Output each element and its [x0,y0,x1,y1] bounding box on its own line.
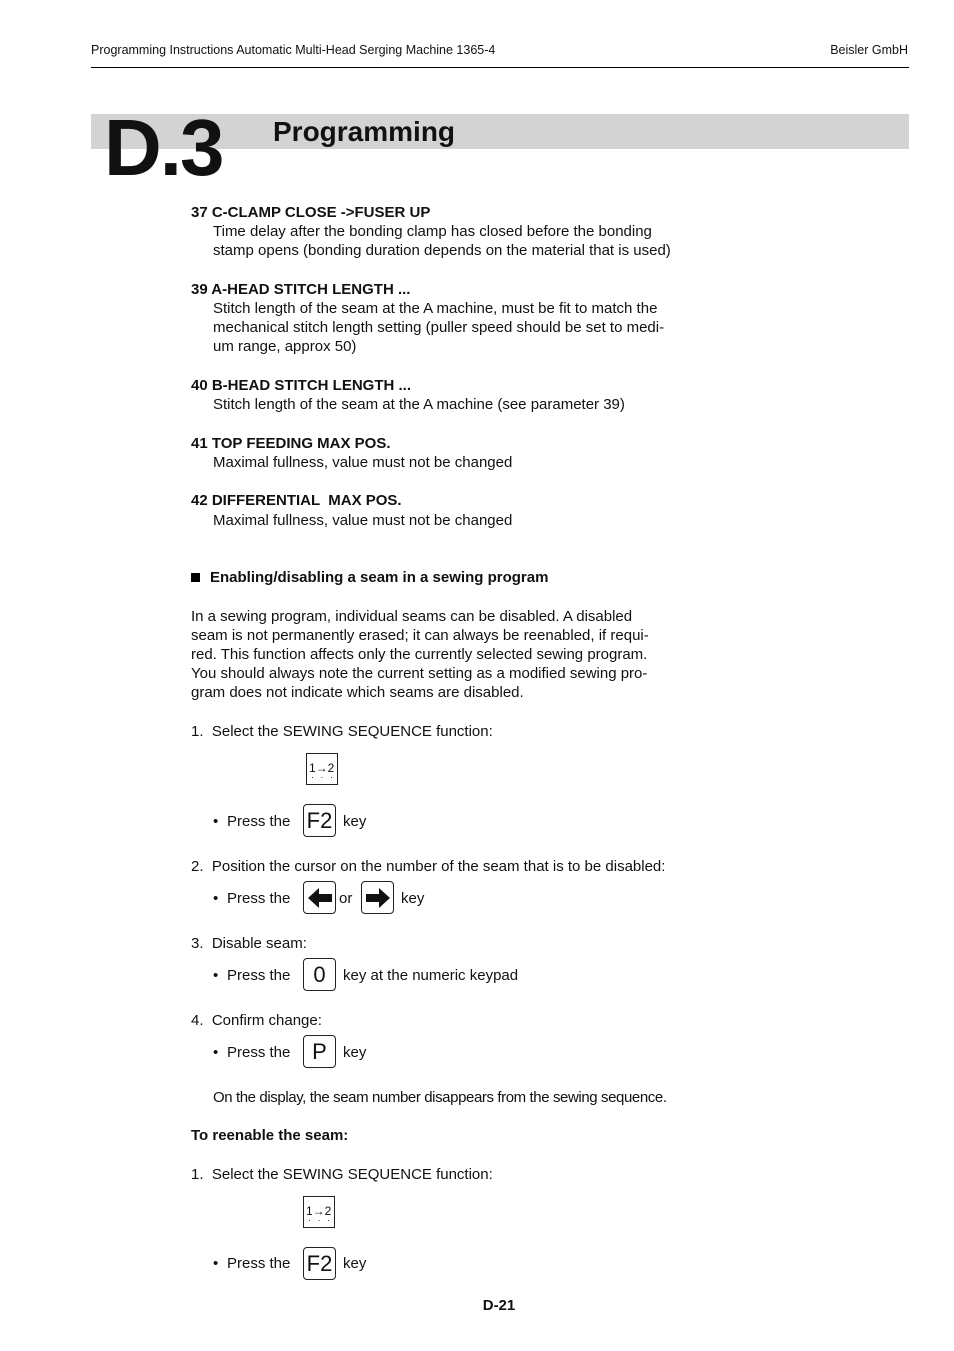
sewing-sequence-icon-label: 1→2 [306,1204,332,1218]
param-37-title: 37 C-CLAMP CLOSE ->FUSER UP [191,204,431,221]
step-3: 3. Disable seam: [191,935,307,952]
key-text: key [401,890,425,907]
intro-line: You should always note the current setting as a modified sewing pro- [191,665,648,682]
key-text: key [343,1255,367,1272]
param-40-title: 40 B-HEAD STITCH LENGTH ... [191,377,412,394]
sewing-sequence-icon [306,753,338,785]
param-41-title: 41 TOP FEEDING MAX POS. [191,435,391,452]
sewing-sequence-icon [303,1196,335,1228]
bullet-dot: • [213,890,219,907]
key-numeric-text: key at the numeric keypad [343,967,519,984]
sewing-sequence-icon-dots: · · · [308,1215,332,1225]
f2-key: F2 [303,1247,336,1280]
press-the-text: Press the [227,813,291,830]
param-42-desc-line: Maximal fullness, value must not be changed [213,512,513,529]
or-text: or [339,890,353,907]
param-37-desc-line: stamp opens (bonding duration depends on the material that is used) [213,242,671,259]
step-4: 4. Confirm change: [191,1012,322,1029]
intro-line: In a sewing program, individual seams can be disabled. A disabled [191,608,633,625]
section-number: D.3 [104,103,223,192]
f2-key: F2 [303,804,336,837]
param-39-desc-line: Stitch length of the seam at the A machine, must be fit to match the [213,300,658,317]
param-41-desc-line: Maximal fullness, value must not be changed [213,454,513,471]
press-the-text: Press the [227,1044,291,1061]
bullet-dot: • [213,813,219,830]
section-title: Programming [273,116,456,147]
sewing-sequence-icon-label: 1→2 [309,761,335,775]
intro-line: red. This function affects only the currently selected sewing program. [191,646,648,663]
key-text: key [343,1044,367,1061]
bullet-dot: • [213,1044,219,1061]
page-number: D-21 [482,1297,516,1314]
subheading-bullet-icon [191,573,200,582]
bullet-dot: • [213,1255,219,1272]
param-39-title: 39 A-HEAD STITCH LENGTH ... [191,281,411,298]
key-text: key [343,813,367,830]
param-42-title: 42 DIFFERENTIAL MAX POS. [191,492,402,509]
param-40-desc-line: Stitch length of the seam at the A machine (see parameter 39) [213,396,625,413]
reenable-step-1: 1. Select the SEWING SEQUENCE function: [191,1166,493,1183]
header-document-title: Programming Instructions Automatic Multi-Head Serging Machine 1365-4 [91,43,496,57]
arrow-right-icon [365,887,391,909]
press-the-text: Press the [227,1255,291,1272]
reenable-heading: To reenable the seam: [191,1127,349,1144]
display-note: On the display, the seam number disappears from the sewing sequence. [213,1089,667,1106]
sewing-sequence-icon-dots: · · · [311,772,335,782]
intro-line: gram does not indicate which seams are disabled. [191,684,524,701]
header-company: Beisler GmbH [830,43,908,57]
intro-line: seam is not permanently erased; it can always be reenabled, if requi- [191,627,649,644]
p-key: P [303,1035,336,1068]
arrow-right-key [361,881,394,914]
param-37-desc-line: Time delay after the bonding clamp has closed before the bonding [213,223,652,240]
subheading: Enabling/disabling a seam in a sewing program [210,569,549,586]
header-rule [91,67,909,68]
press-the-text: Press the [227,967,291,984]
press-the-text: Press the [227,890,291,907]
arrow-left-key [303,881,336,914]
param-39-desc-line: um range, approx 50) [213,338,357,355]
param-39-desc-line: mechanical stitch length setting (puller speed should be set to medi- [213,319,665,336]
bullet-dot: • [213,967,219,984]
zero-key: 0 [303,958,336,991]
step-1: 1. Select the SEWING SEQUENCE function: [191,723,493,740]
arrow-left-icon [307,887,333,909]
step-2: 2. Position the cursor on the number of the seam that is to be disabled: [191,858,666,875]
